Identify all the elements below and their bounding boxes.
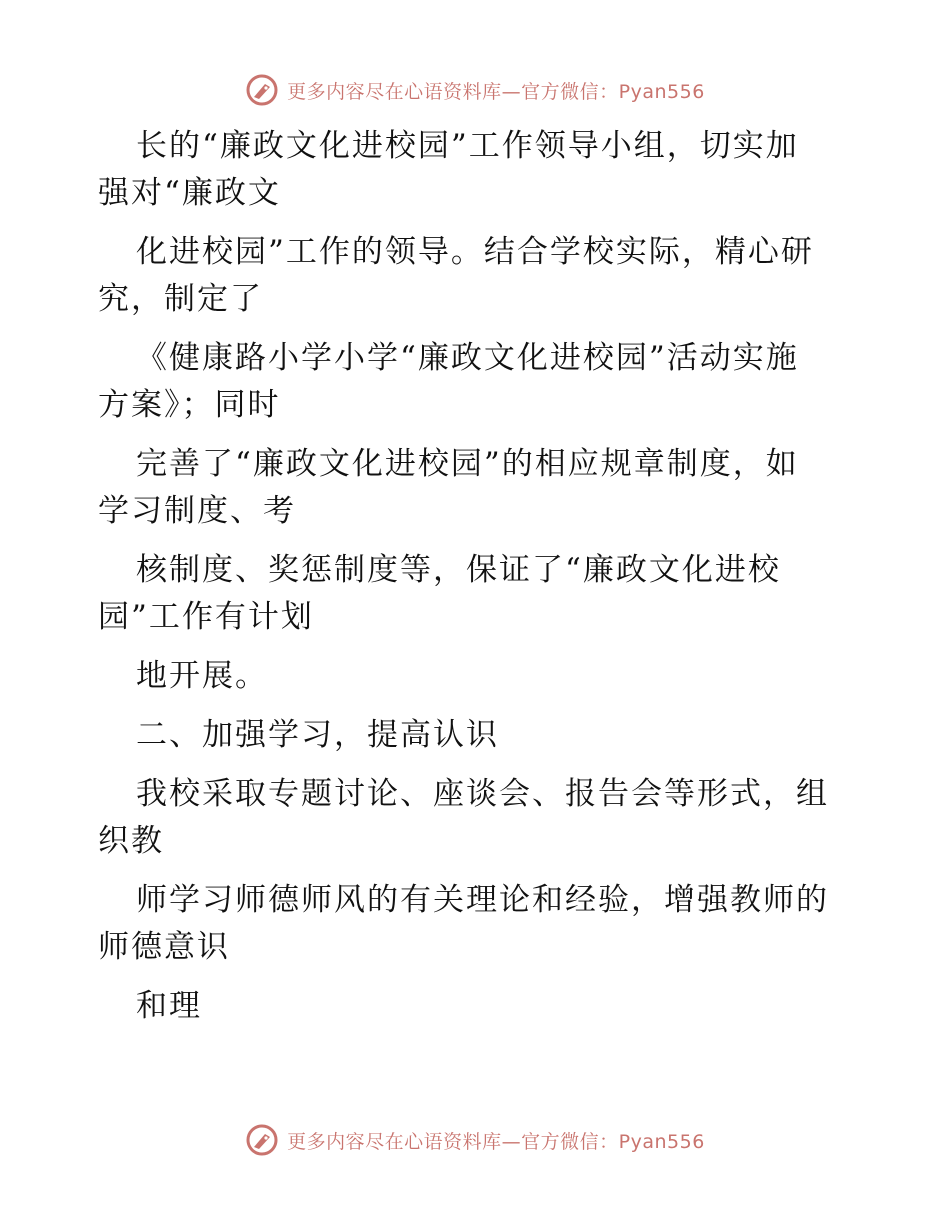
footer-banner bbox=[0, 1120, 950, 1160]
body-line: 究，制定了 bbox=[98, 281, 263, 317]
body-line: 《健康路小学小学“廉政文化进校园”活动实施 bbox=[136, 340, 799, 376]
body-line: 长的“廉政文化进校园”工作领导小组，切实加 bbox=[136, 128, 799, 164]
body-line: 织教 bbox=[98, 823, 164, 859]
body-line: 和理 bbox=[136, 988, 202, 1024]
body-line: 学习制度、考 bbox=[98, 493, 296, 529]
body-line: 师学习师德师风的有关理论和经验，增强教师的 bbox=[136, 882, 829, 918]
body-line: 完善了“廉政文化进校园”的相应规章制度，如 bbox=[136, 446, 799, 482]
header-banner-text: 更多内容尽在心语资料库—官方微信：Pyan556 bbox=[287, 80, 705, 103]
section-heading: 二、加强学习，提高认识 bbox=[136, 717, 499, 753]
body-line: 地开展。 bbox=[136, 658, 268, 694]
body-line: 核制度、奖惩制度等，保证了“廉政文化进校 bbox=[136, 552, 781, 588]
pen-nib-logo-icon bbox=[245, 1123, 279, 1157]
body-line: 强对“廉政文 bbox=[98, 175, 281, 211]
pen-nib-logo-icon bbox=[245, 73, 279, 107]
body-line: 方案》；同时 bbox=[98, 387, 281, 423]
header-banner bbox=[0, 70, 950, 110]
footer-banner-text: 更多内容尽在心语资料库—官方微信：Pyan556 bbox=[287, 1130, 705, 1153]
body-line: 园”工作有计划 bbox=[98, 599, 314, 635]
document-body bbox=[98, 123, 858, 1030]
body-line: 化进校园”工作的领导。结合学校实际，精心研 bbox=[136, 234, 814, 270]
body-line: 师德意识 bbox=[98, 929, 230, 965]
body-line: 我校采取专题讨论、座谈会、报告会等形式，组 bbox=[136, 776, 829, 812]
